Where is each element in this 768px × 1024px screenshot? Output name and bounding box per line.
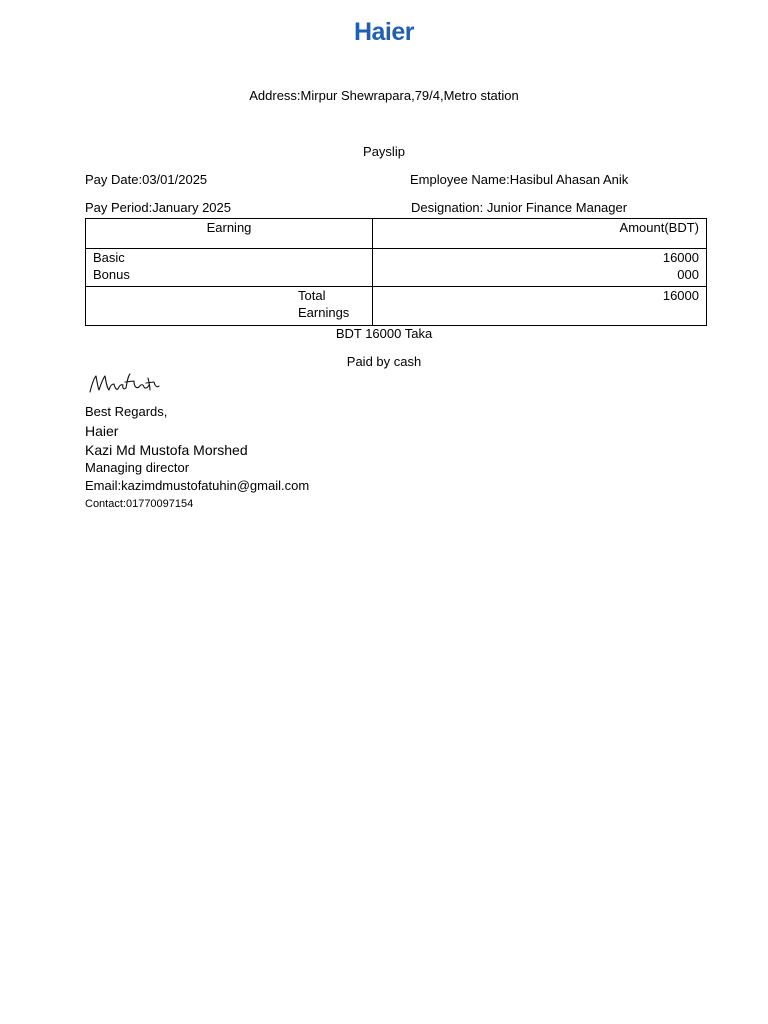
pay-date: Pay Date:03/01/2025 [85, 172, 208, 187]
table-header-row [86, 219, 707, 249]
company-address: Address:Mirpur Shewrapara,79/4,Metro station [249, 88, 519, 103]
amount-bonus: 000 [677, 267, 699, 282]
earning-header: Earning [86, 219, 373, 249]
table-total-row [86, 287, 707, 326]
company-logo: Haier [353, 18, 415, 46]
document-title: Payslip [363, 144, 405, 159]
pay-period: Pay Period:January 2025 [85, 200, 231, 215]
total-amount: 16000 [373, 287, 707, 326]
earning-items-cell [86, 249, 373, 287]
total-label-cell [86, 287, 373, 326]
employee-name: Employee Name:Hasibul Ahasan Anik [410, 172, 629, 187]
table-row [86, 249, 707, 287]
signatory-contact: Contact:01770097154 [85, 498, 194, 510]
amount-header: Amount(BDT) [373, 219, 707, 249]
designation: Designation: Junior Finance Manager [411, 200, 628, 215]
regards-line: Best Regards, [85, 404, 168, 419]
payment-method: Paid by cash [346, 354, 422, 369]
earning-item-basic: Basic [93, 250, 125, 265]
earnings-table [85, 218, 707, 326]
total-label-line2: Earnings [298, 305, 350, 320]
earning-item-bonus: Bonus [93, 267, 130, 282]
signoff-company: Haier [85, 423, 119, 439]
signatory-name: Kazi Md Mustofa Morshed [85, 442, 248, 458]
amount-basic: 16000 [662, 250, 699, 265]
amount-items-cell [373, 249, 707, 287]
signature-image [88, 370, 160, 396]
amount-in-words: BDT 16000 Taka [335, 326, 433, 341]
signatory-email: Email:kazimdmustofatuhin@gmail.com [85, 478, 310, 493]
signatory-title: Managing director [85, 460, 190, 475]
total-label-line1: Total [298, 288, 326, 303]
